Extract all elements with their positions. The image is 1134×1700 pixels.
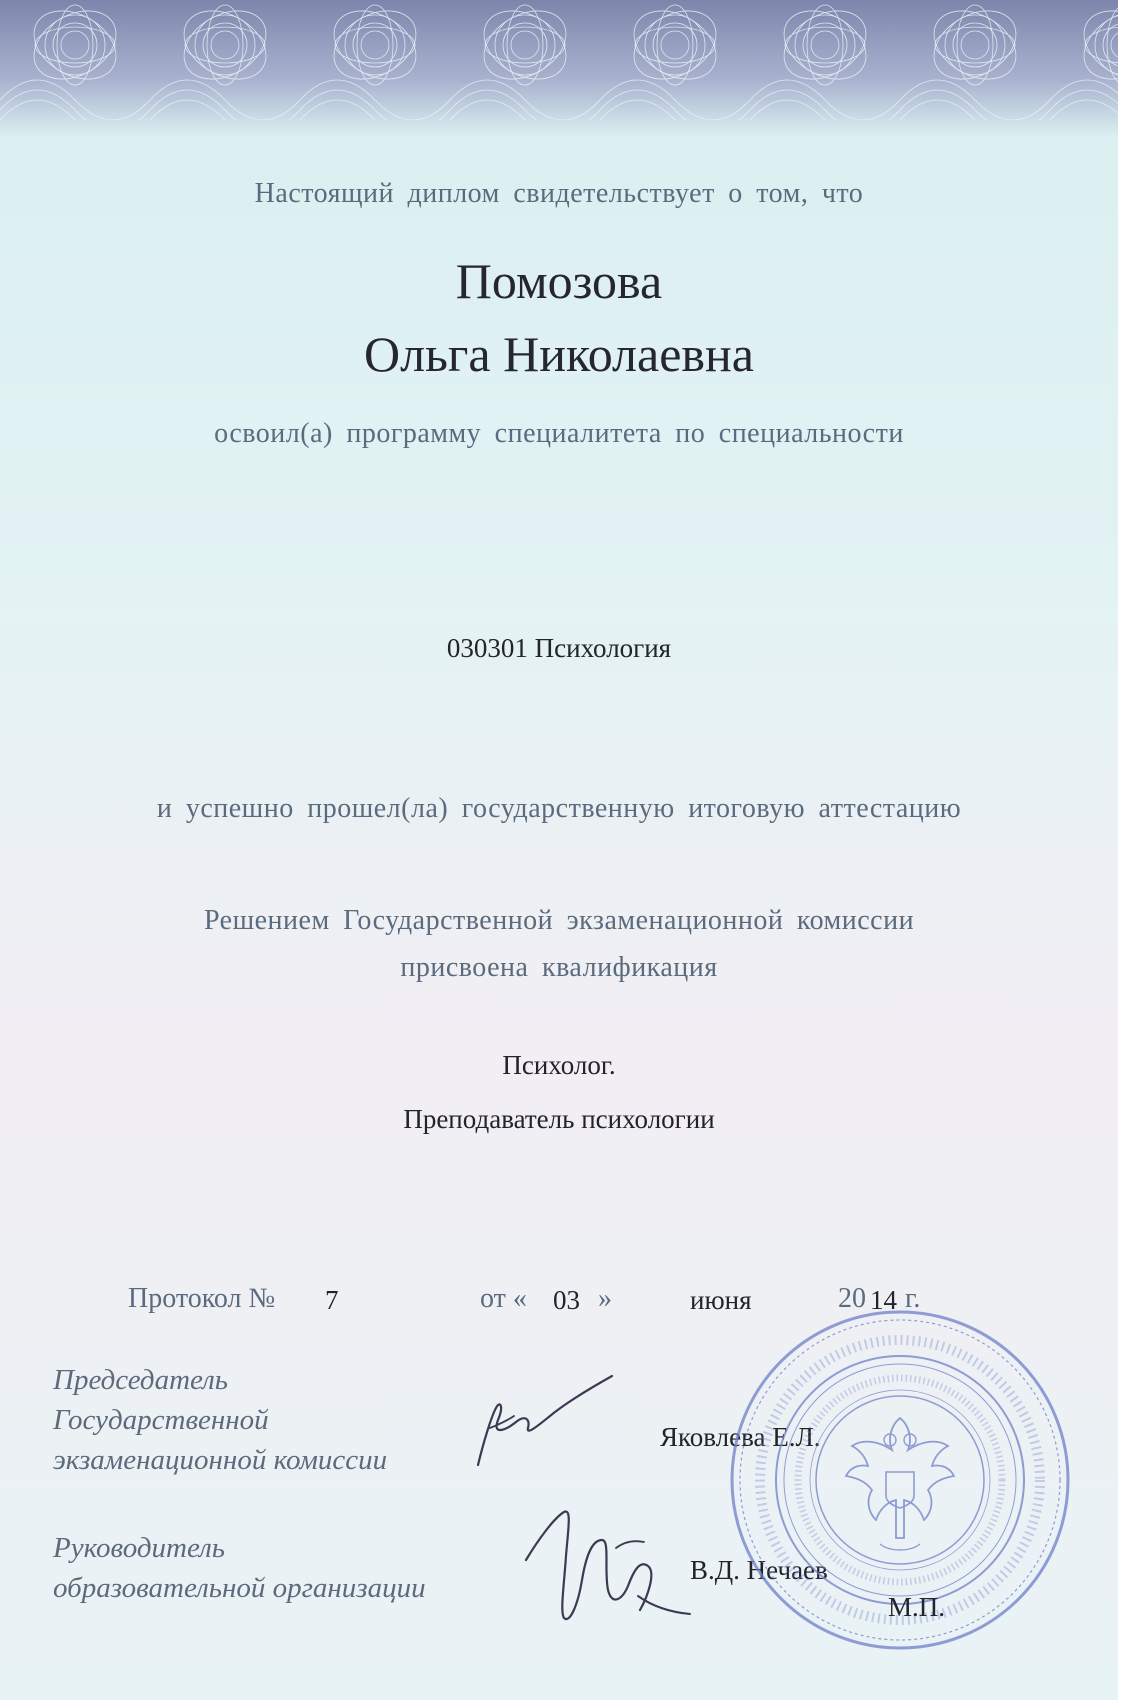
protocol-year-mark: г. bbox=[905, 1283, 921, 1314]
protocol-day: 03 bbox=[553, 1285, 580, 1315]
head-name: В.Д. Нечаев bbox=[690, 1555, 828, 1585]
chair-title-line2: Государственной bbox=[53, 1404, 269, 1436]
decision-text-line1: Решением Государственной экзаменационной комиссии bbox=[203, 905, 915, 936]
chair-title-line3: экзаменационной комиссии bbox=[53, 1444, 388, 1476]
program-text: освоил(а) программу специалитета по специальности bbox=[214, 418, 904, 449]
protocol-number: 7 bbox=[325, 1285, 339, 1315]
protocol-close-quote: » bbox=[598, 1283, 612, 1314]
chair-title-line1: Председатель bbox=[53, 1364, 229, 1396]
protocol-from-label: от « bbox=[480, 1283, 527, 1314]
chair-name: Яковлева Е.Л. bbox=[660, 1422, 821, 1452]
qualification-line2: Преподаватель психологии bbox=[403, 1104, 715, 1134]
intro-text: Настоящий диплом свидетельствует о том, что bbox=[254, 178, 864, 209]
specialty-value: 030301 Психология bbox=[446, 633, 672, 663]
chair-signature bbox=[470, 1370, 620, 1480]
head-title-line1: Руководитель bbox=[53, 1532, 225, 1564]
protocol-year-suffix: 14 bbox=[870, 1285, 897, 1315]
graduate-given-names: Ольга Николаевна bbox=[364, 326, 754, 382]
protocol-year-prefix: 20 bbox=[838, 1283, 866, 1314]
attestation-text: и успешно прошел(ла) государственную итоговую аттестацию bbox=[156, 793, 962, 824]
protocol-month: июня bbox=[690, 1285, 752, 1315]
guilloche-banner bbox=[0, 0, 1118, 135]
head-title-line2: образовательной организации bbox=[53, 1572, 426, 1604]
qualification-line1: Психолог. bbox=[502, 1050, 616, 1080]
graduate-surname: Помозова bbox=[455, 253, 663, 309]
protocol-label: Протокол № bbox=[128, 1283, 276, 1314]
seal-place-label: М.П. bbox=[888, 1592, 946, 1622]
decision-text-line2: присвоена квалификация bbox=[400, 952, 718, 983]
head-signature bbox=[520, 1500, 700, 1630]
